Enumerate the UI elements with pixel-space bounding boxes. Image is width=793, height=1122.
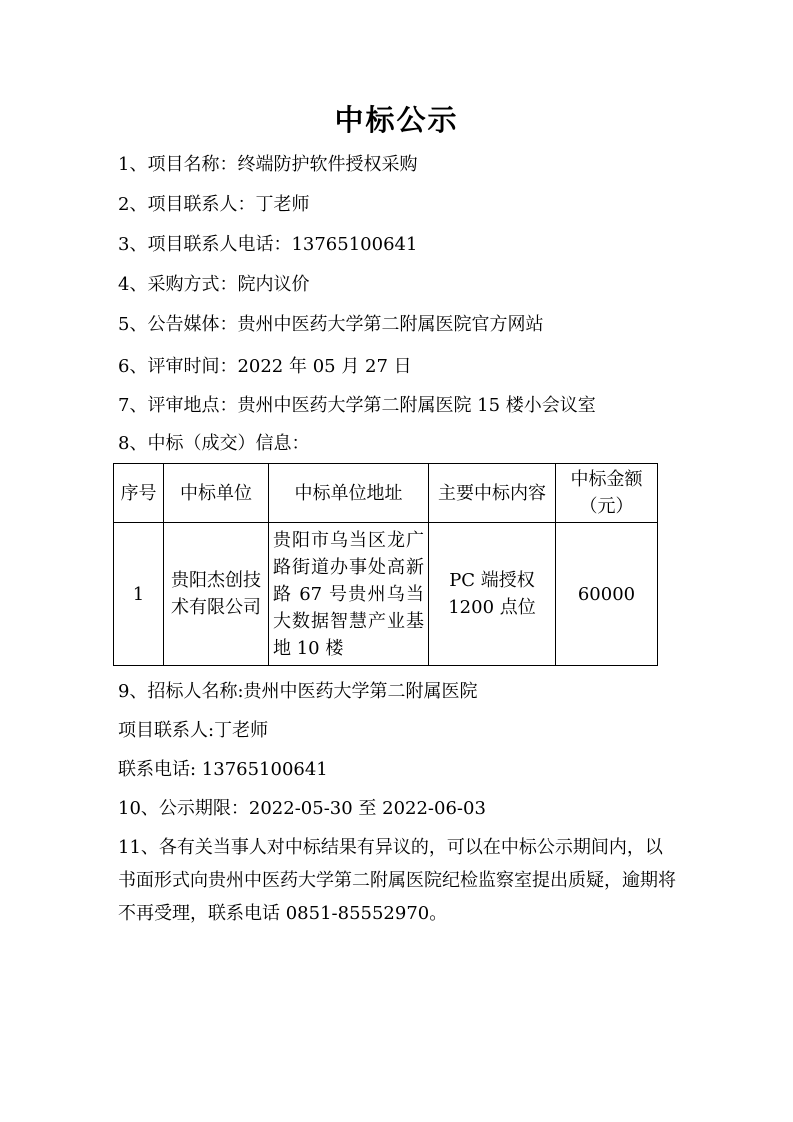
cell-amount: 60000 <box>556 523 658 666</box>
review-location: 7、评审地点：贵州中医药大学第二附属医院 15 楼小会议室 <box>118 395 596 416</box>
objection-notice: 11、各有关当事人对中标结果有异议的，可以在中标公示期间内，以书面形式向贵州中医药大学第二附属医院纪检监察室提出质疑，逾期将不再受理，联系电话 0851-85552970。 <box>118 837 676 924</box>
project-contact: 2、项目联系人：丁老师 <box>118 194 310 215</box>
cell-seq: 1 <box>114 523 164 666</box>
tenderer-name: 9、招标人名称:贵州中医药大学第二附属医院 <box>118 681 478 702</box>
col-header-address: 中标单位地址 <box>269 464 429 523</box>
review-time: 6、评审时间：2022 年 05 月 27 日 <box>118 356 412 377</box>
publicity-period: 10、公示期限：2022-05-30 至 2022-06-03 <box>118 798 486 819</box>
table-header-row <box>114 464 658 523</box>
procurement-method: 4、采购方式：院内议价 <box>118 274 310 295</box>
page-title: 中标公示 <box>334 103 459 137</box>
cell-address: 贵阳市乌当区龙广路街道办事处高新路 67 号贵州乌当大数据智慧产业基地 10 楼 <box>269 523 429 666</box>
project-name: 1、项目名称：终端防护软件授权采购 <box>118 154 418 175</box>
cell-unit: 贵阳杰创技术有限公司 <box>164 523 269 666</box>
cell-content: PC 端授权 1200 点位 <box>429 523 556 666</box>
col-header-seq: 序号 <box>114 464 164 523</box>
col-header-content: 主要中标内容 <box>429 464 556 523</box>
award-info-heading: 8、中标（成交）信息： <box>118 433 310 454</box>
award-table <box>113 463 658 666</box>
contact-person: 项目联系人:丁老师 <box>118 720 269 741</box>
table-row <box>114 523 658 666</box>
col-header-unit: 中标单位 <box>164 464 269 523</box>
project-contact-phone: 3、项目联系人电话：13765100641 <box>118 234 418 255</box>
col-header-amount: 中标金额（元） <box>556 464 658 523</box>
contact-phone: 联系电话: 13765100641 <box>118 759 328 780</box>
announcement-media: 5、公告媒体：贵州中医药大学第二附属医院官方网站 <box>118 314 544 335</box>
